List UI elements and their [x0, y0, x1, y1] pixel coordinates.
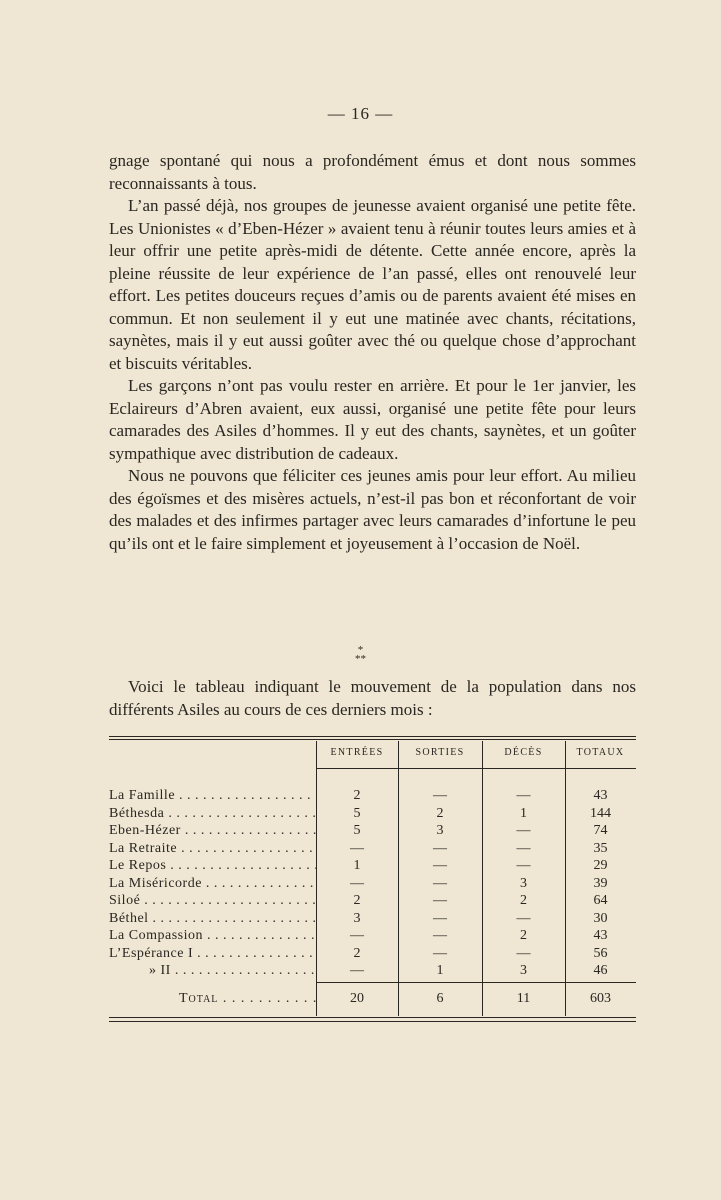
table-row: Béthel . . . 3 — — 30	[109, 910, 636, 928]
paragraph: Les garçons n’ont pas voulu rester en arrière. Et pour le 1er janvier, les Eclaireurs d’Abren avaient, eux aussi, organisé une petite fête pour leurs camarades des Asiles d’hommes. Il y eut des chants, saynètes, et un goûter sympathique avec distribution de cadeaux.	[109, 376, 636, 463]
total-rule	[316, 982, 636, 983]
total-label: Total	[179, 991, 219, 1006]
table-total-row	[109, 989, 636, 1009]
total-totaux: 603	[590, 991, 611, 1006]
body-text	[109, 150, 636, 555]
table-row: Siloé . . . 2 — 2 64	[109, 892, 636, 910]
table-intro	[109, 676, 636, 721]
paragraph: Nous ne pouvons que féliciter ces jeunes amis pour leur effort. Au milieu des égoïsmes et des misères actuels, n’est-il pas bon et réconfortant de voir des malades et des infirmes partager avec leurs camarades d’infortune le peu qu’ils ont et le faire simplement et joyeusement à l’occasion de Noël.	[109, 466, 636, 553]
asterism-separator: * **	[355, 644, 366, 665]
total-deces: 11	[516, 991, 531, 1006]
total-entrees: 20	[350, 991, 364, 1006]
table-top-rule	[109, 739, 636, 740]
table-row: Eben-Hézer . . . 5 3 — 74	[109, 822, 636, 840]
table-row: La Miséricorde . . . — — 3 39	[109, 875, 636, 893]
table-row: Béthesda . . . 5 2 1 144	[109, 805, 636, 823]
paragraph: gnage spontané qui nous a profondément émus et dont nous sommes reconnaissants à tous.	[109, 151, 636, 193]
table-bottom-rule	[109, 1021, 636, 1022]
total-sorties: 6	[436, 991, 444, 1006]
paragraph: L’an passé déjà, nos groupes de jeunesse avaient organisé une petite fête. Les Unionistes « d’Eben-Hézer » avaient tenu à réunir toutes leurs amies et à leur offrir une petite après-midi de détente. Cette année encore, après la pleine réussite de leur expérience de l’an passé, elles ont renouvelé leur effort. Les petites douceurs reçues d’amis ou de parents avaient été mises en commun. Et non seulement il y eut une matinée avec chants, récitations, saynètes, mais il y eut aussi goûter avec thé ou quelque chose d’approchant et biscuits véritables.	[109, 196, 636, 373]
page-number: — 16 —	[327, 104, 394, 123]
header-deces: DÉCÈS	[504, 747, 543, 758]
header-entrees: ENTRÉES	[330, 747, 384, 758]
table-row: La Retraite . . . — — — 35	[109, 840, 636, 858]
table-row: La Compassion . . . — — 2 43	[109, 927, 636, 945]
table-row: Le Repos . . . 1 — — 29	[109, 857, 636, 875]
table-row: L’Espérance I . . . 2 — — 56	[109, 945, 636, 963]
paragraph: Voici le tableau indiquant le mouvement de la population dans nos différents Asiles au cours de ces derniers mois :	[109, 677, 636, 719]
header-totaux: TOTAUX	[576, 747, 625, 758]
table-row: La Famille . . . 2 — — 43	[109, 787, 636, 805]
table-row: » II . . . — 1 3 46	[109, 962, 636, 980]
header-sorties: SORTIES	[415, 747, 465, 758]
header-underline	[316, 768, 636, 769]
table-top-rule	[109, 736, 636, 737]
table-bottom-rule	[109, 1017, 636, 1018]
